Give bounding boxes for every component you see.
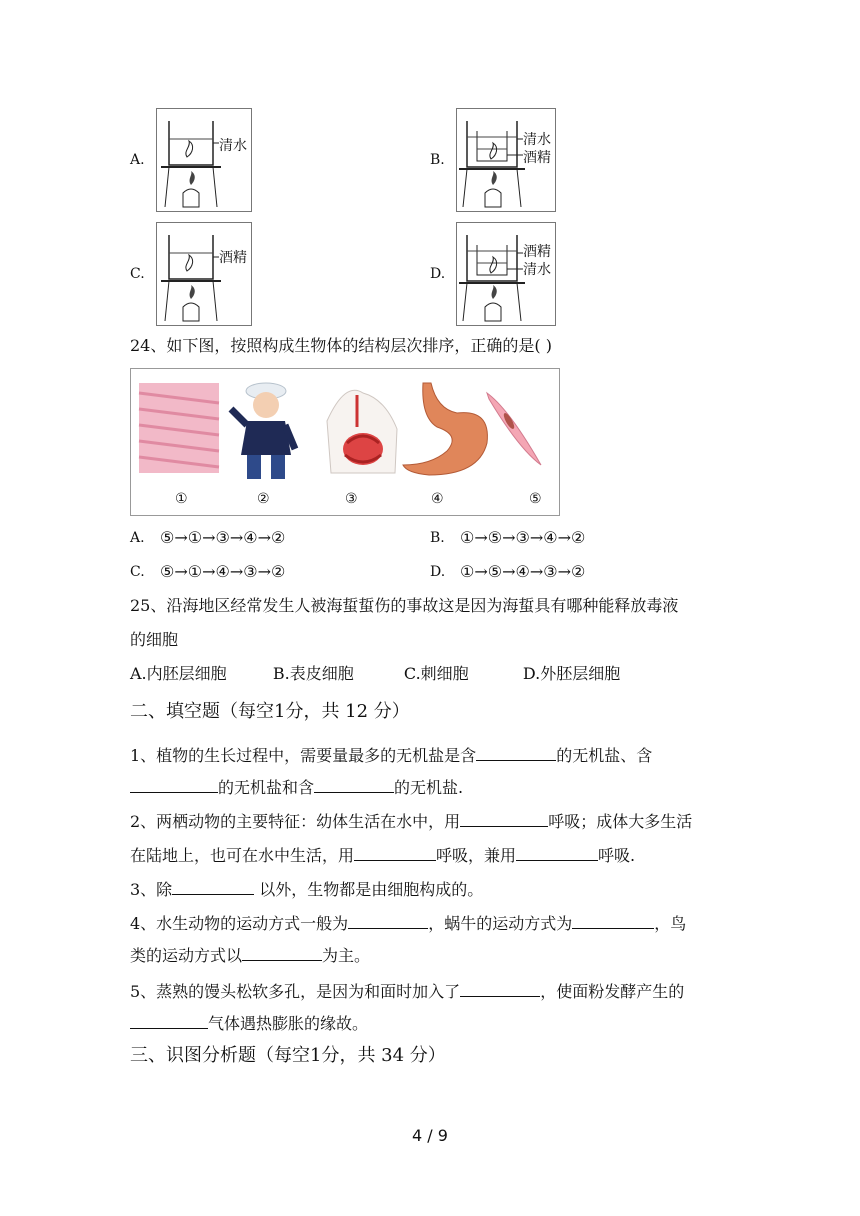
fill-q1-blank-2[interactable]: [130, 776, 218, 793]
liquid-label-outer-alcohol: 酒精: [523, 244, 551, 260]
q24-option-a-text: ⑤→①→③→④→②: [160, 528, 286, 547]
fill-q2-blank-2[interactable]: [354, 844, 436, 861]
q25-option-a-text: 内胚层细胞: [146, 664, 227, 683]
option-c-letter: C.: [130, 266, 145, 282]
structure-levels-figure: [130, 368, 560, 516]
option-d-letter: D.: [430, 266, 446, 282]
q25-option-b-letter: B.: [272, 664, 290, 683]
fill-q1-text-a: 1、植物的生长过程中，需要量最多的无机盐是含: [130, 746, 477, 765]
fill-q2-text-b: 呼吸；成体大多生活: [548, 812, 693, 831]
fill-q3-blank-1[interactable]: [172, 878, 254, 895]
fill-q5-blank-1[interactable]: [460, 980, 540, 997]
liquid-label-inner-water: 清水: [523, 262, 551, 278]
figure-number-3: ③: [345, 491, 358, 507]
beaker-figure-d: [456, 222, 556, 326]
q24-stem: 24、如下图，按照构成生物体的结构层次排序，正确的是( ): [130, 336, 552, 355]
fill-q3-text-b: 以外，生物都是由细胞构成的。: [254, 880, 484, 899]
fill-q4-text-a: 4、水生动物的运动方式一般为: [130, 914, 349, 933]
fill-q2-text-e: 呼吸.: [598, 846, 636, 865]
option-a-letter: A.: [130, 152, 145, 168]
fill-q5-text-a: 5、蒸熟的馒头松软多孔，是因为和面时加入了: [130, 982, 461, 1001]
q25-stem-line1: 25、沿海地区经常发生人被海蜇蜇伤的事故这是因为海蜇具有哪种能释放毒液: [130, 596, 679, 615]
q25-option-b-text: 表皮细胞: [289, 664, 354, 683]
fill-q5-text-c: 气体遇热膨胀的缘故。: [208, 1014, 369, 1033]
beaker-figure-a: [156, 108, 252, 212]
fill-q4-text-e: 为主。: [322, 946, 371, 965]
fill-q2-line1: [130, 810, 692, 832]
fill-q2-blank-1[interactable]: [460, 810, 548, 827]
fill-q1-text-b: 的无机盐、含: [556, 746, 653, 765]
liquid-label-outer-water: 清水: [523, 132, 551, 148]
fill-q4-line1: [130, 912, 686, 934]
section-3-title: 三、识图分析题（每空1分，共 34 分）: [130, 1045, 446, 1066]
fill-q3-text-a: 3、除: [130, 880, 173, 899]
fill-q2-line2: [130, 844, 635, 866]
muscle-tissue-image: [139, 383, 219, 473]
fill-q4-blank-3[interactable]: [242, 944, 322, 961]
liquid-label-alcohol: 酒精: [219, 250, 247, 266]
liquid-label-inner-alcohol: 酒精: [523, 150, 551, 166]
q25-option-d-text: 外胚层细胞: [540, 664, 621, 683]
fill-q1-text-d: 的无机盐.: [394, 778, 464, 797]
q25-option-c-letter: C.: [403, 664, 421, 683]
cell-image: [487, 393, 541, 465]
fill-q2-text-a: 2、两栖动物的主要特征：幼体生活在水中，用: [130, 812, 461, 831]
fill-q5-blank-2[interactable]: [130, 1012, 208, 1029]
fill-q1-blank-3[interactable]: [314, 776, 394, 793]
figure-number-5: ⑤: [529, 491, 542, 507]
fill-q4-blank-2[interactable]: [572, 912, 654, 929]
q25-option-d-letter: D.: [522, 664, 541, 683]
fill-q2-text-c: 在陆地上，也可在水中生活，用: [130, 846, 355, 865]
beaker-single-icon: [157, 223, 251, 325]
figure-number-1: ①: [175, 491, 188, 507]
q24-option-b-text: ①→⑤→③→④→②: [460, 528, 586, 547]
beaker-figure-c: [156, 222, 252, 326]
liquid-label-water: 清水: [219, 138, 247, 154]
fill-q4-text-b: ，蜗牛的运动方式为: [428, 914, 573, 933]
q24-option-c-text: ⑤→①→④→③→②: [160, 562, 286, 581]
fill-q2-blank-3[interactable]: [516, 844, 598, 861]
stomach-image: [403, 383, 487, 475]
fill-q4-text-c: ，鸟: [654, 914, 687, 933]
beaker-figure-b: [456, 108, 556, 212]
fill-q2-text-d: 呼吸，兼用: [436, 846, 517, 865]
fill-q4-line2: [130, 944, 370, 966]
fill-q5-text-b: ，使面粉发酵产生的: [540, 982, 685, 1001]
digestive-system-image: [327, 390, 397, 473]
beaker-single-icon: [157, 109, 251, 211]
section-2-title: 二、填空题（每空1分，共 12 分）: [130, 701, 410, 722]
q24-option-d-letter: D.: [430, 564, 446, 580]
q25-options-row: [130, 664, 620, 684]
figure-number-4: ④: [431, 491, 444, 507]
fill-q3-line: [130, 878, 483, 900]
q25-option-c-text: 刺细胞: [420, 664, 469, 683]
fill-q4-blank-1[interactable]: [348, 912, 428, 929]
fill-q1-blank-1[interactable]: [476, 744, 556, 761]
fill-q5-line1: [130, 980, 684, 1002]
q24-option-d-text: ①→⑤→④→③→②: [460, 562, 586, 581]
q24-option-b-letter: B.: [430, 530, 445, 546]
option-b-letter: B.: [430, 152, 445, 168]
fill-q5-line2: [130, 1012, 368, 1034]
q24-option-c-letter: C.: [130, 564, 145, 580]
q25-stem-line2: 的细胞: [130, 630, 179, 649]
page-number: 4 / 9: [412, 1126, 448, 1145]
figure-number-2: ②: [257, 491, 270, 507]
fill-q4-text-d: 类的运动方式以: [130, 946, 243, 965]
q24-option-a-letter: A.: [130, 530, 145, 546]
baby-image: [231, 383, 295, 479]
q25-option-a-letter: A.: [130, 664, 147, 683]
fill-q1-line2: [130, 776, 463, 798]
fill-q1-line1: [130, 744, 652, 766]
fill-q1-text-c: 的无机盐和含: [218, 778, 315, 797]
